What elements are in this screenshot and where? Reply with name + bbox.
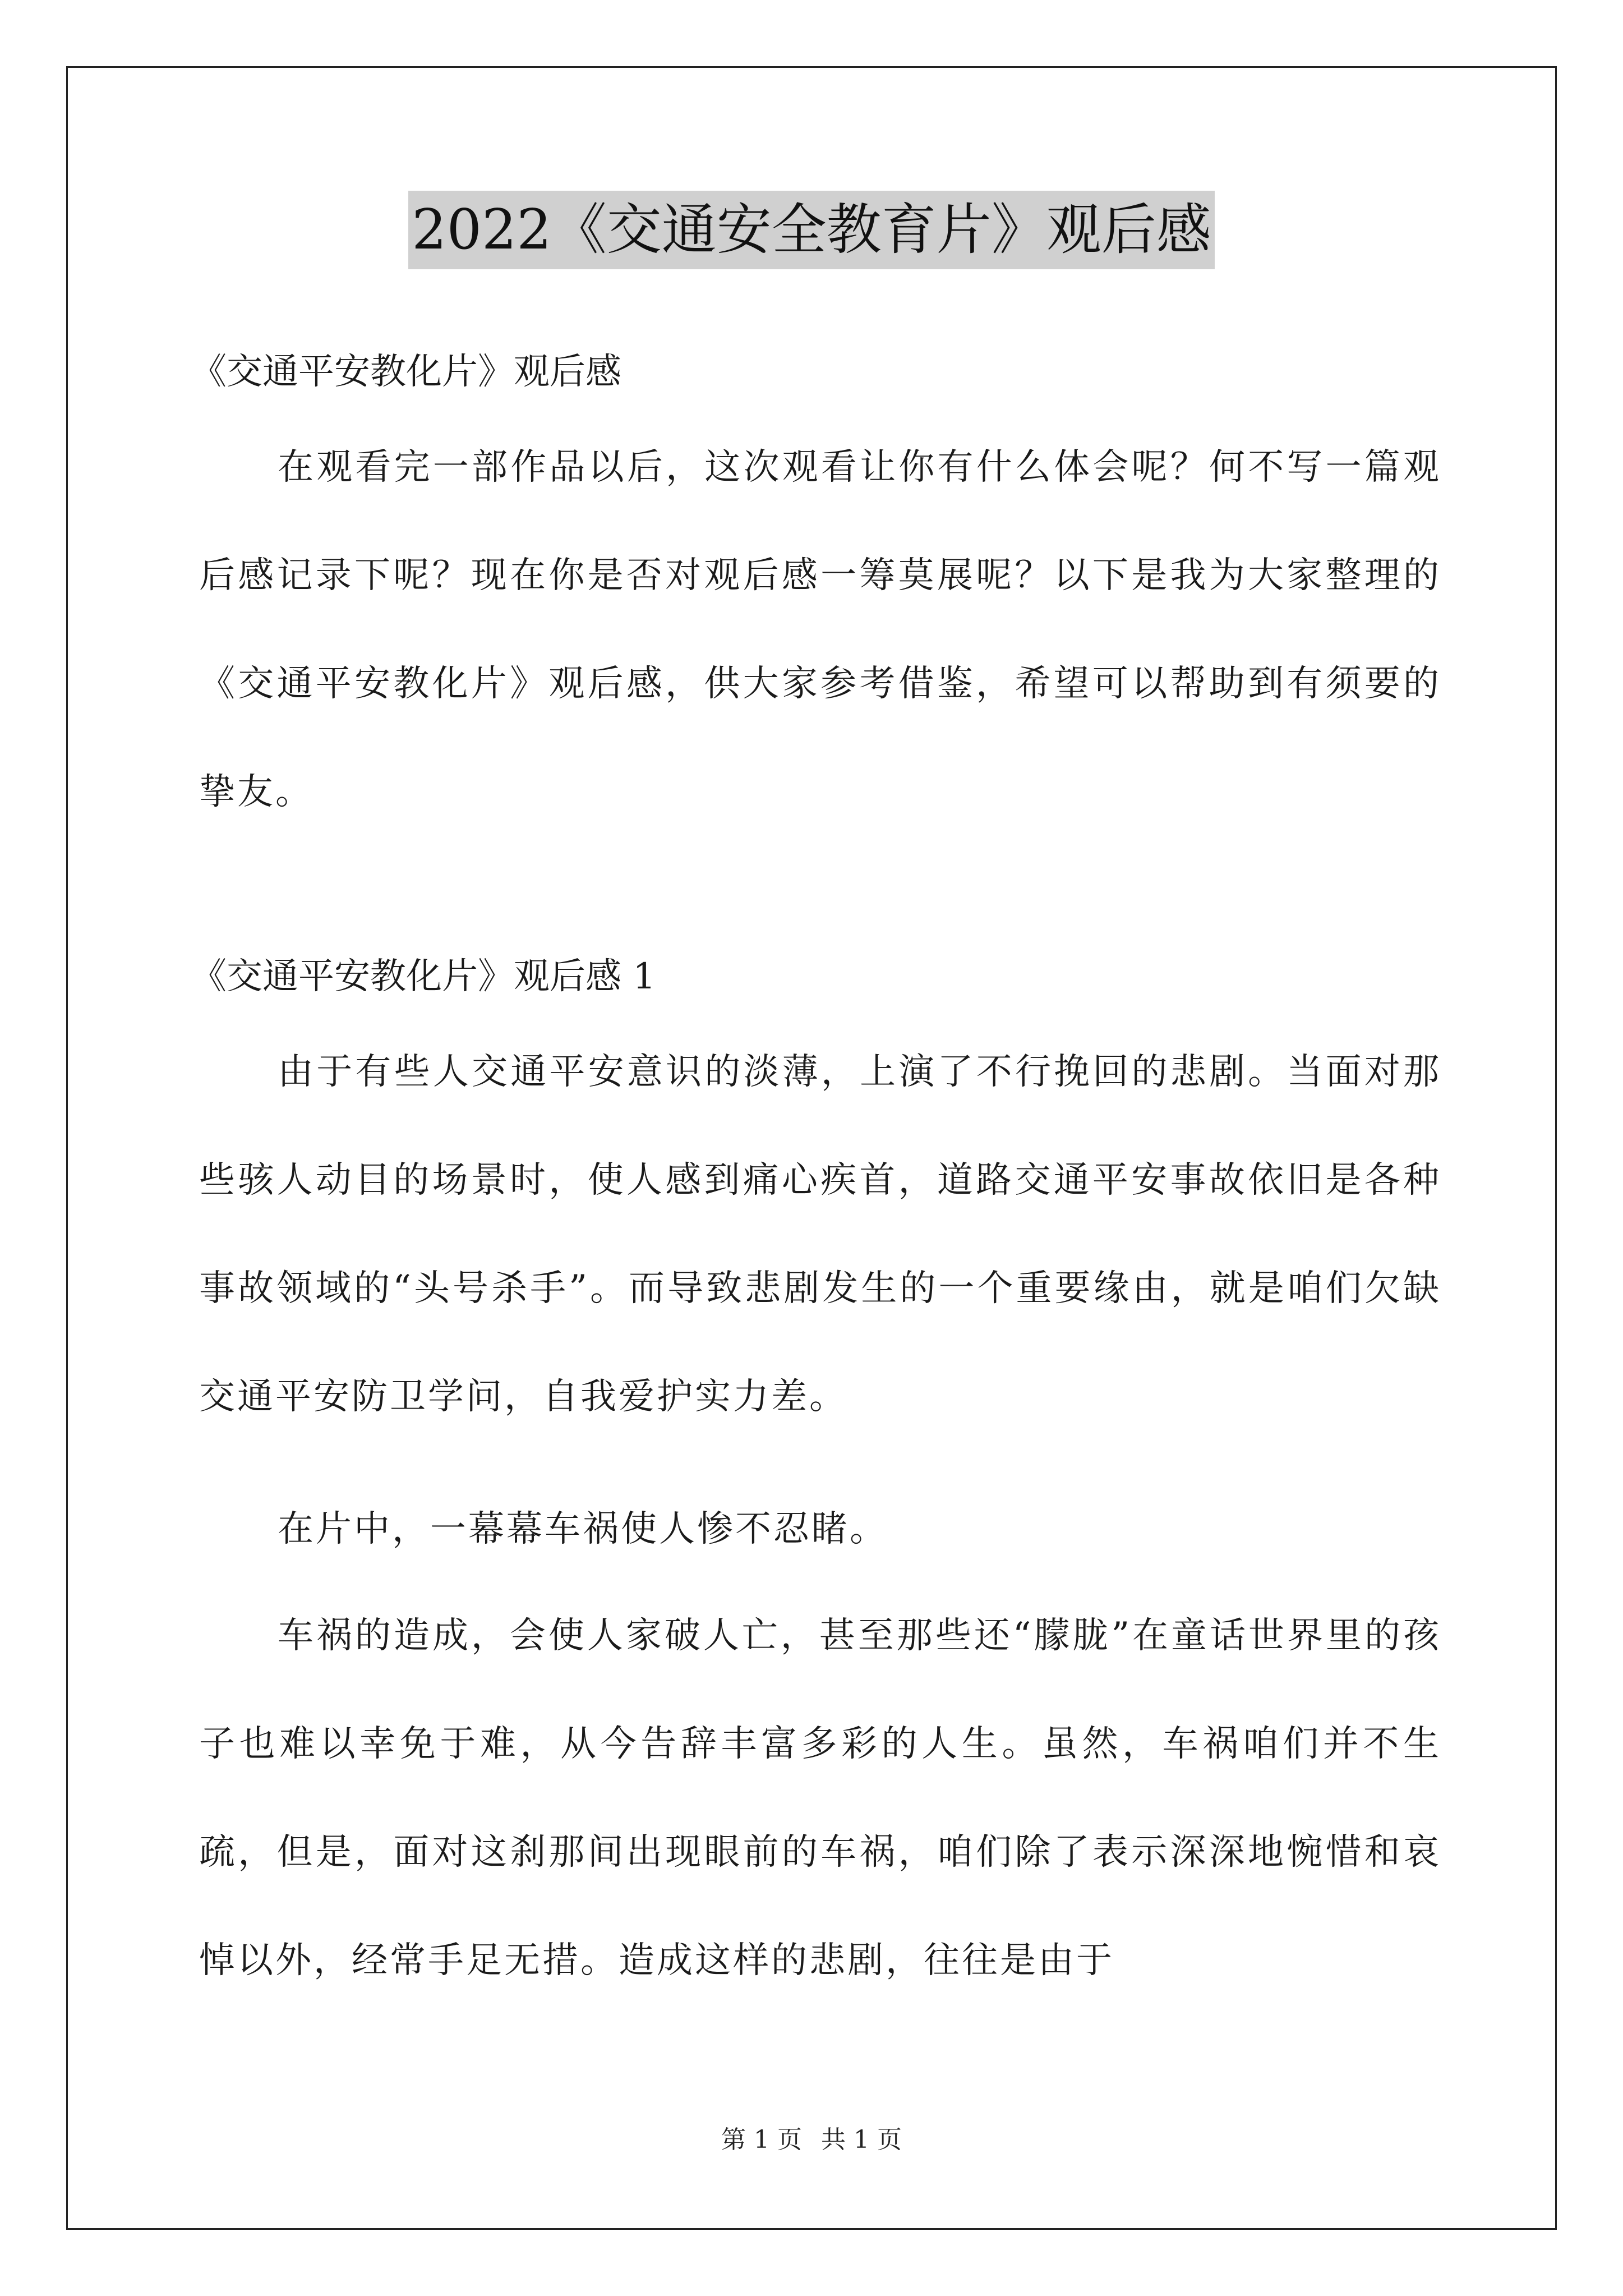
page-number: 第 1 页 <box>721 2125 802 2154</box>
subtitle: 《交通平安教化片》观后感 <box>191 351 621 393</box>
intro-paragraph: 在观看完一部作品以后，这次观看让你有什么体会呢？何不写一篇观后感记录下呢？现在你是否对观后感一筹莫展呢？以下是我为大家整理的《交通平安教化片》观后感，供大家参考借鉴，希望可以帮助到有须要的挚友。 <box>199 447 1441 813</box>
body-paragraph-3: 车祸的造成，会使人家破人亡，甚至那些还“朦胧”在童话世界里的孩子也难以幸免于难，从今告辞丰富多彩的人生。虽然，车祸咱们并不生疏，但是，面对这刹那间出现眼前的车祸，咱们除了表示深深地惋惜和哀悼以外，经常手足无措。造成这样的悲剧，往往是由于 <box>199 1615 1441 1981</box>
page-total: 共 1 页 <box>821 2125 902 2154</box>
document-title: 2022《交通安全教育片》观后感 <box>408 191 1214 269</box>
page-footer <box>0 2123 1623 2157</box>
section-heading: 《交通平安教化片》观后感 1 <box>191 956 656 997</box>
title-container <box>0 191 1623 269</box>
body-paragraph-1: 由于有些人交通平安意识的淡薄，上演了不行挽回的悲剧。当面对那些骇人动目的场景时，使人感到痛心疾首，道路交通平安事故依旧是各种事故领域的“头号杀手”。而导致悲剧发生的一个重要缘由，就是咱们欠缺交通平安防卫学问，自我爱护实力差。 <box>199 1051 1441 1418</box>
body-paragraph-2: 在片中，一幕幕车祸使人惨不忍睹。 <box>278 1508 888 1550</box>
